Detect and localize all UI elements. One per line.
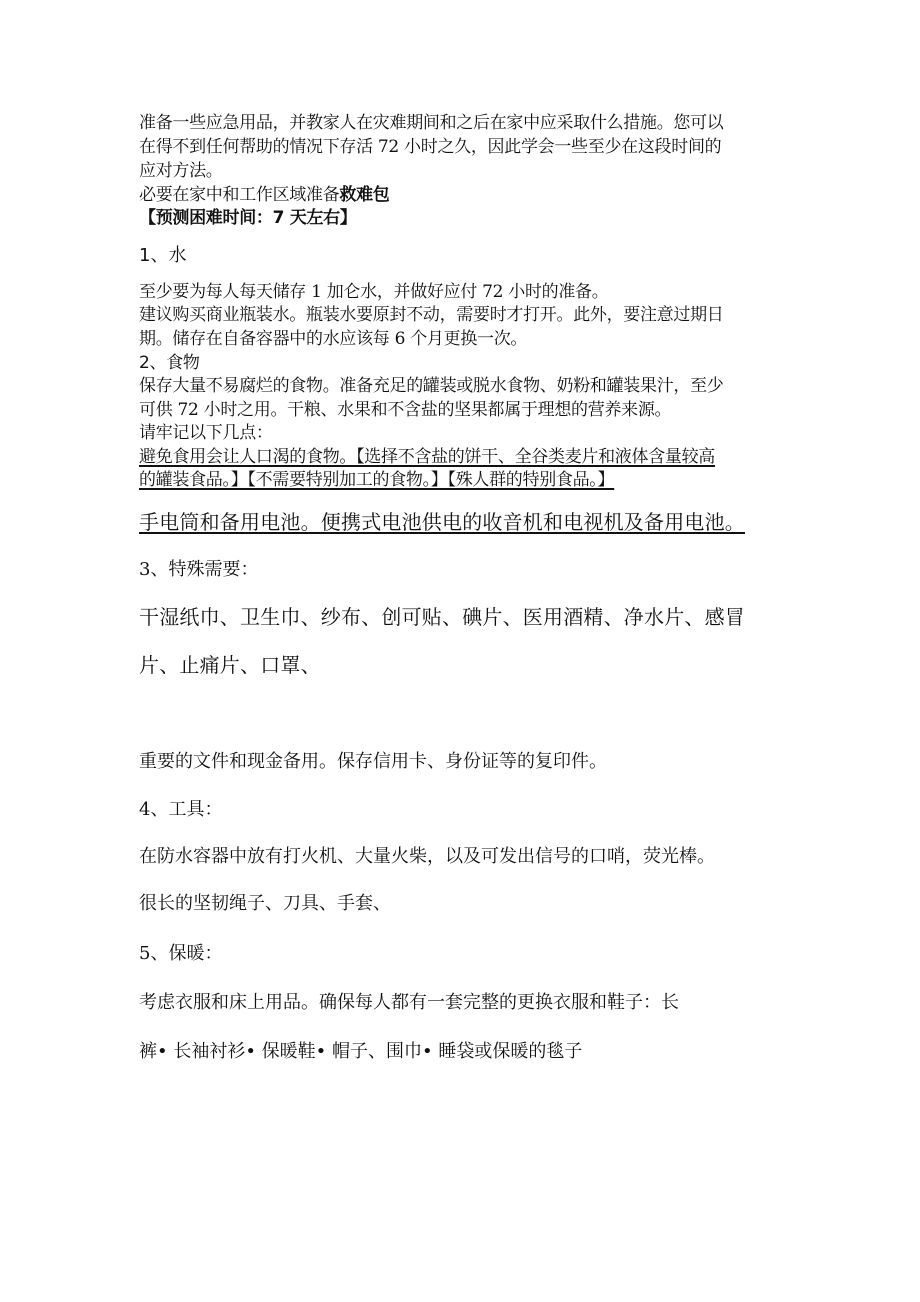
food-line-1: 保存大量不易腐烂的食物。准备充足的罐装或脱水食物、奶粉和罐装果汁，至少 xyxy=(139,376,724,396)
special-line-2: 片、止痛片、口罩、 xyxy=(139,653,321,677)
documents-line: 重要的文件和现金备用。保存信用卡、身份证等的复印件。 xyxy=(139,751,607,772)
forecast-difficulty-time: 【预测困难时间：7 天左右】 xyxy=(139,208,357,228)
water-line-1: 至少要为每人每天储存 1 加仑水，并做好应付 72 小时的准备。 xyxy=(139,282,609,302)
intro-line-1: 准备一些应急用品，并教家人在灾难期间和之后在家中应采取什么措施。您可以 xyxy=(139,113,724,133)
special-line-1: 干湿纸巾、卫生巾、纱布、创可贴、碘片、医用酒精、净水片、感冒 xyxy=(139,605,745,629)
section-water-heading: 1、水 xyxy=(139,245,187,266)
food-underlined-2: 的罐装食品。】【不需要特别加工的食物。】【殊人群的特别食品。】 xyxy=(139,470,615,490)
tools-line-2: 很长的坚韧绳子、刀具、手套、 xyxy=(139,893,391,914)
warmth-line-1: 考虑衣服和床上用品。确保每人都有一套完整的更换衣服和鞋子：长 xyxy=(139,992,679,1013)
intro-line-3: 应对方法。 xyxy=(139,161,223,181)
section-special-heading: 3、特殊需要： xyxy=(139,559,259,580)
intro-line-2: 在得不到任何帮助的情况下存活 72 小时之久，因此学会一些至少在这段时间的 xyxy=(139,137,722,157)
section-warmth-heading: 5、保暖： xyxy=(139,943,223,964)
intro-line-4 xyxy=(139,187,390,204)
food-line-3: 请牢记以下几点： xyxy=(139,423,273,443)
water-line-2: 建议购买商业瓶装水。瓶装水要原封不动，需要时才打开。此外，要注意过期日 xyxy=(139,305,724,325)
section-tools-heading: 4、工具： xyxy=(139,799,223,820)
water-line-3: 期。储存在自备容器中的水应该每 6 个月更换一次。 xyxy=(139,329,528,349)
food-underlined-1: 避免食用会让人口渴的食物。【选择不含盐的饼干、全谷类麦片和液体含量较高 xyxy=(139,447,715,467)
flashlight-line: 手电筒和备用电池。便携式电池供电的收音机和电视机及备用电池。 xyxy=(139,510,745,534)
section-food-heading: 2、食物 xyxy=(139,353,200,373)
tools-line-1: 在防水容器中放有打火机、大量火柴，以及可发出信号的口哨，荧光棒。 xyxy=(139,846,715,867)
warmth-line-2: 裤• 长袖衬衫• 保暖鞋• 帽子、围巾• 睡袋或保暖的毯子 xyxy=(139,1041,583,1062)
food-line-2: 可供 72 小时之用。干粮、水果和不含盐的坚果都属于理想的营养来源。 xyxy=(139,400,672,420)
intro-line-4-prefix: 必要在家中和工作区域准备 xyxy=(139,185,340,205)
survival-kit-label: 救难包 xyxy=(339,185,390,205)
